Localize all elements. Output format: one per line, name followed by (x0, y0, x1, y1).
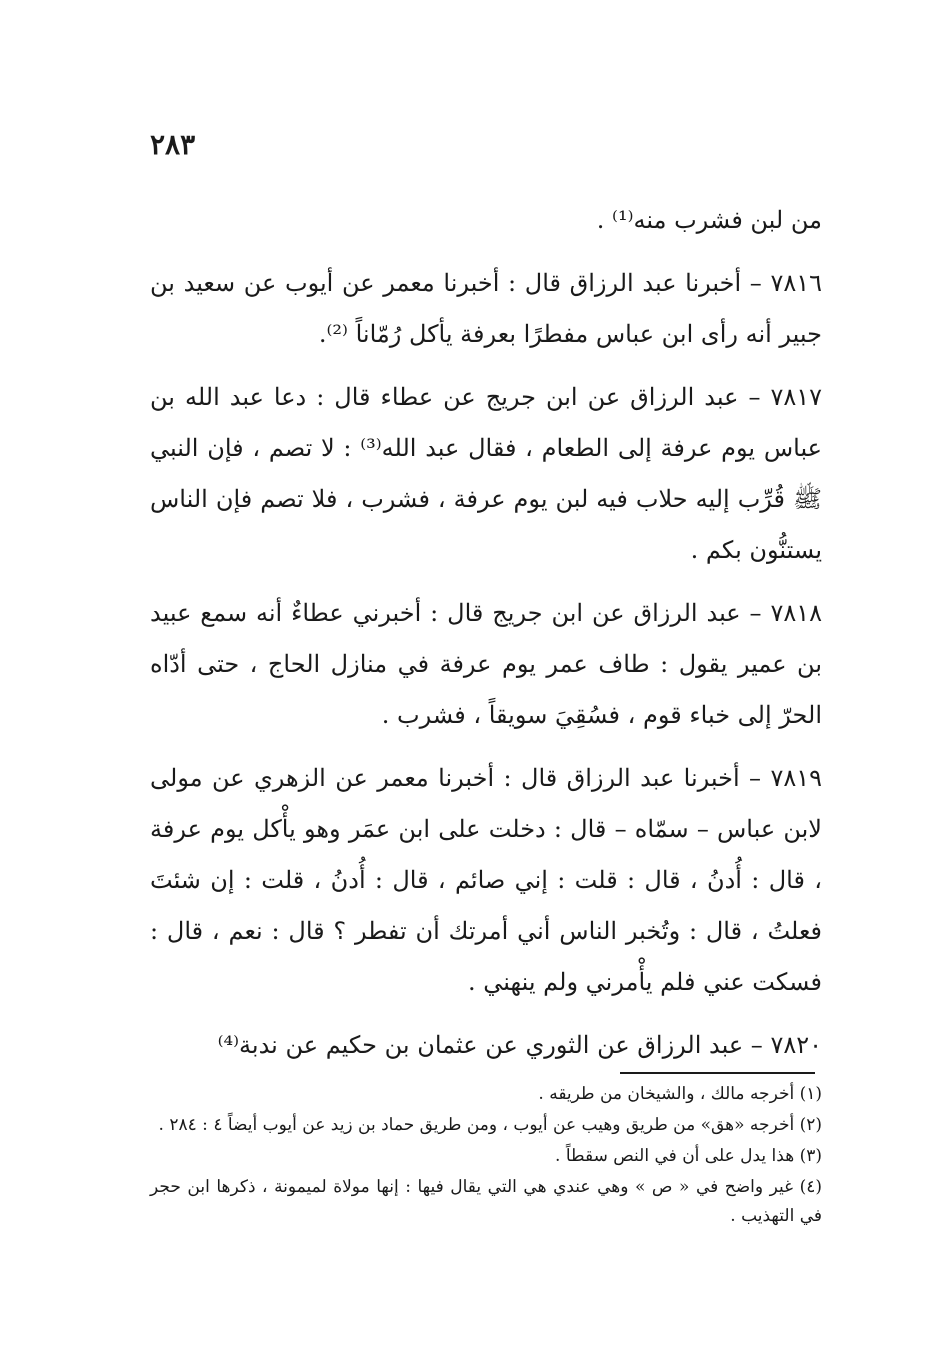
main-text (150, 195, 822, 1083)
paragraph: ٧٨١٧ – عبد الرزاق عن ابن جريج عن عطاء قال : دعا عبد الله بن عباس يوم عرفة إلى الطعام ، فقال عبد الله⁽³⁾ : لا تصم ، فإن النبي ﷺ قُرِّب إليه حلاب فيه لبن يوم عرفة ، فشرب ، فلا تصم فإن الناس يستنُّون بكم . (150, 383, 823, 564)
paragraph: من لبن فشرب منه⁽¹⁾ . (596, 206, 822, 234)
paragraph: ٧٨١٦ – أخبرنا عبد الرزاق قال : أخبرنا معمر عن أيوب عن سعيد بن جبير أنه رأى ابن عباس مفطرًا بعرفة يأكل رُمّاناً ⁽²⁾. (150, 269, 822, 348)
footnotes (150, 1080, 822, 1233)
footnote: (١) أخرجه مالك ، والشيخان من طريقه . (538, 1084, 822, 1104)
footnote-divider (620, 1072, 815, 1074)
paragraph: ٧٨١٩ – أخبرنا عبد الرزاق قال : أخبرنا معمر عن الزهري عن مولى لابن عباس – سمّاه – قال : دخلت على ابن عمَر وهو يأْكل يوم عرفة ، قال : أُدنُ ، قال : قلت : إني صائم ، قال : أُدنُ ، قلت : إن شئتَ فعلتُ ، قال : وتُخبر الناس أني أمرتك أن تفطر ؟ قال : نعم ، قال : فسكت عني فلم يأْمرني ولم ينهني . (150, 764, 822, 996)
footnote: (٢) أخرجه «هق» من طريق وهيب عن أيوب ، ومن طريق حماد بن زيد عن أيوب أيضاً ٤ : ٢٨٤ . (158, 1115, 822, 1135)
footnote: (٤) غير واضح في « ص » وهي عندي هي التي يقال فيها : إنها مولاة لميمونة ، ذكرها ابن حجر في التهذيب . (150, 1177, 822, 1226)
paragraph: ٧٨١٨ – عبد الرزاق عن ابن جريج قال : أخبرني عطاءٌ أنه سمع عبيد بن عمير يقول : طاف عمر يوم عرفة في منازل الحاج ، حتى أدّاه الحرّ إلى خباء قوم ، فسُقِيَ سويقاً ، فشرب . (150, 599, 822, 729)
footnote: (٣) هذا يدل على أن في النص سقطاً . (555, 1146, 822, 1166)
page-number: ٢٨٣ (150, 128, 196, 161)
paragraph: ٧٨٢٠ – عبد الرزاق عن الثوري عن عثمان بن حكيم عن ندبة⁽⁴⁾ (217, 1031, 822, 1059)
